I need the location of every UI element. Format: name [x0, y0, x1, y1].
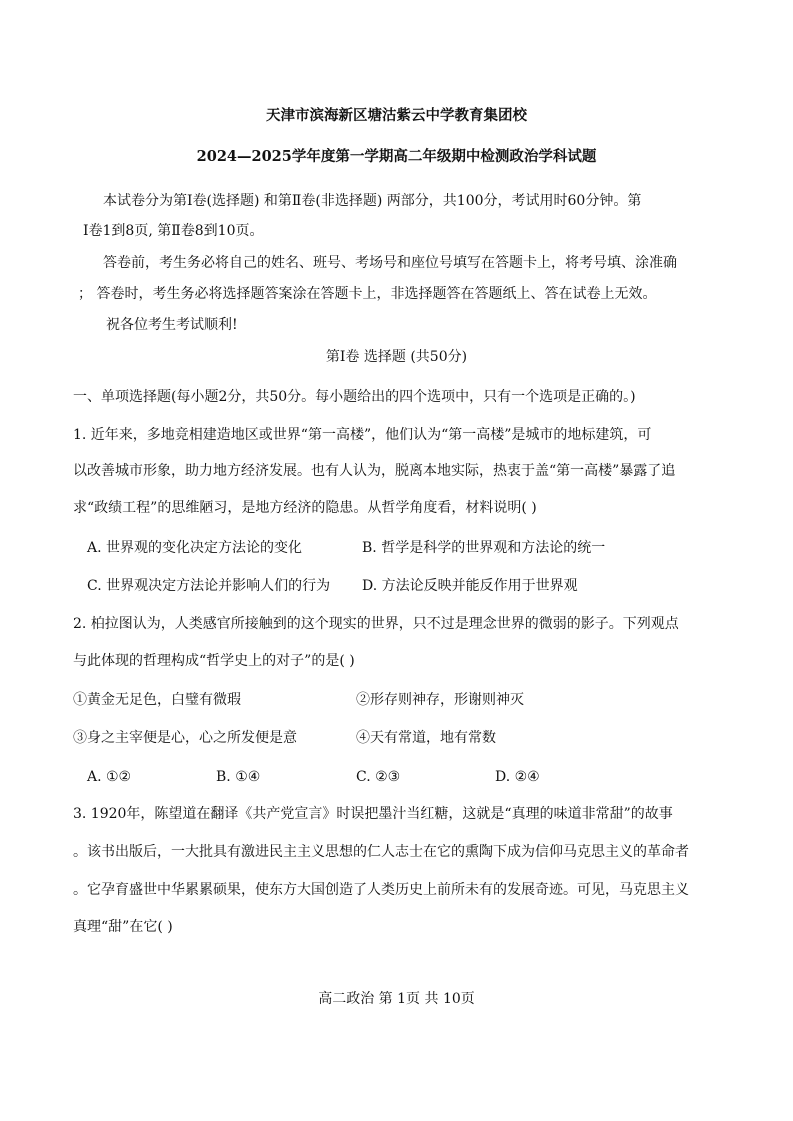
intro-line-5: 祝各位考生考试顺利! [106, 317, 238, 333]
question-3-line-4: 真理“甜”在它( ) [73, 919, 173, 935]
page-footer: 高二政治 第 1页 共 10页 [318, 991, 475, 1007]
exam-title: 2024—2025学年度第一学期高二年级期中检测政治学科试题 [196, 148, 597, 165]
question-2-statement-1: ①黄金无足色，白璧有微瑕 [73, 692, 241, 708]
question-1-option-c: C. 世界观决定方法论并影响人们的行为 [87, 578, 331, 594]
section-instructions: 一、单项选择题(每小题2分，共50分。每小题给出的四个选项中，只有一个选项是正确的。) [73, 389, 636, 405]
question-2-statement-3: ③身之主宰便是心，心之所发便是意 [73, 730, 297, 746]
intro-line-3: 答卷前，考生务必将自己的姓名、班号、考场号和座位号填写在答题卡上，将考号填、涂准确 [103, 255, 677, 271]
question-2-statement-2: ②形存则神存，形谢则神灭 [356, 692, 524, 708]
intro-line-1: 本试卷分为第Ⅰ卷(选择题) 和第Ⅱ卷(非选择题) 两部分，共100分，考试用时60分钟。第 [103, 193, 642, 209]
intro-line-4: ； 答卷时，考生务必将选择题答案涂在答题卡上，非选择题答在答题纸上、答在试卷上无效。 [78, 286, 657, 302]
question-3-line-2: 。该书出版后，一大批具有激进民主主义思想的仁人志士在它的熏陶下成为信仰马克思主义的革命者 [73, 844, 689, 860]
question-2-line-1: 2. 柏拉图认为，人类感官所接触到的这个现实的世界，只不过是理念世界的微弱的影子。下列观点 [73, 616, 679, 632]
question-2-statement-4: ④天有常道，地有常数 [356, 730, 496, 746]
question-2-option-a: A. ①② [87, 769, 132, 785]
question-2-option-b: B. ①④ [216, 769, 261, 785]
section-title: 第Ⅰ卷 选择题 (共50分) [325, 349, 468, 365]
question-2-option-c: C. ②③ [356, 769, 401, 785]
question-2-option-d: D. ②④ [495, 769, 540, 785]
school-name: 天津市滨海新区塘沽紫云中学教育集团校 [266, 107, 527, 124]
question-1-option-b: B. 哲学是科学的世界观和方法论的统一 [362, 540, 606, 556]
question-1-line-3: 求“政绩工程”的思维陋习，是地方经济的隐患。从哲学角度看，材料说明( ) [73, 500, 537, 516]
question-1-line-1: 1. 近年来，多地竞相建造地区或世界“第一高楼”，他们认为“第一高楼”是城市的地标建筑，可 [73, 427, 652, 443]
question-3-line-3: 。它孕育盛世中华累累硕果，使东方大国创造了人类历史上前所未有的发展奇迹。可见，马克思主义 [73, 882, 689, 898]
question-3-line-1: 3. 1920年，陈望道在翻译《共产党宣言》时误把墨汁当红糖，这就是“真理的味道非常甜”的故事 [73, 806, 673, 822]
question-1-line-2: 以改善城市形象，助力地方经济发展。也有人认为，脱离本地实际，热衷于盖“第一高楼”暴露了追 [73, 463, 676, 479]
question-1-option-a: A. 世界观的变化决定方法论的变化 [87, 540, 303, 556]
question-2-line-2: 与此体现的哲理构成“哲学史上的对子”的是( ) [73, 653, 355, 669]
question-1-option-d: D. 方法论反映并能反作用于世界观 [362, 578, 578, 594]
intro-line-2: Ⅰ卷1到8页, 第Ⅱ卷8到10页。 [83, 223, 264, 239]
